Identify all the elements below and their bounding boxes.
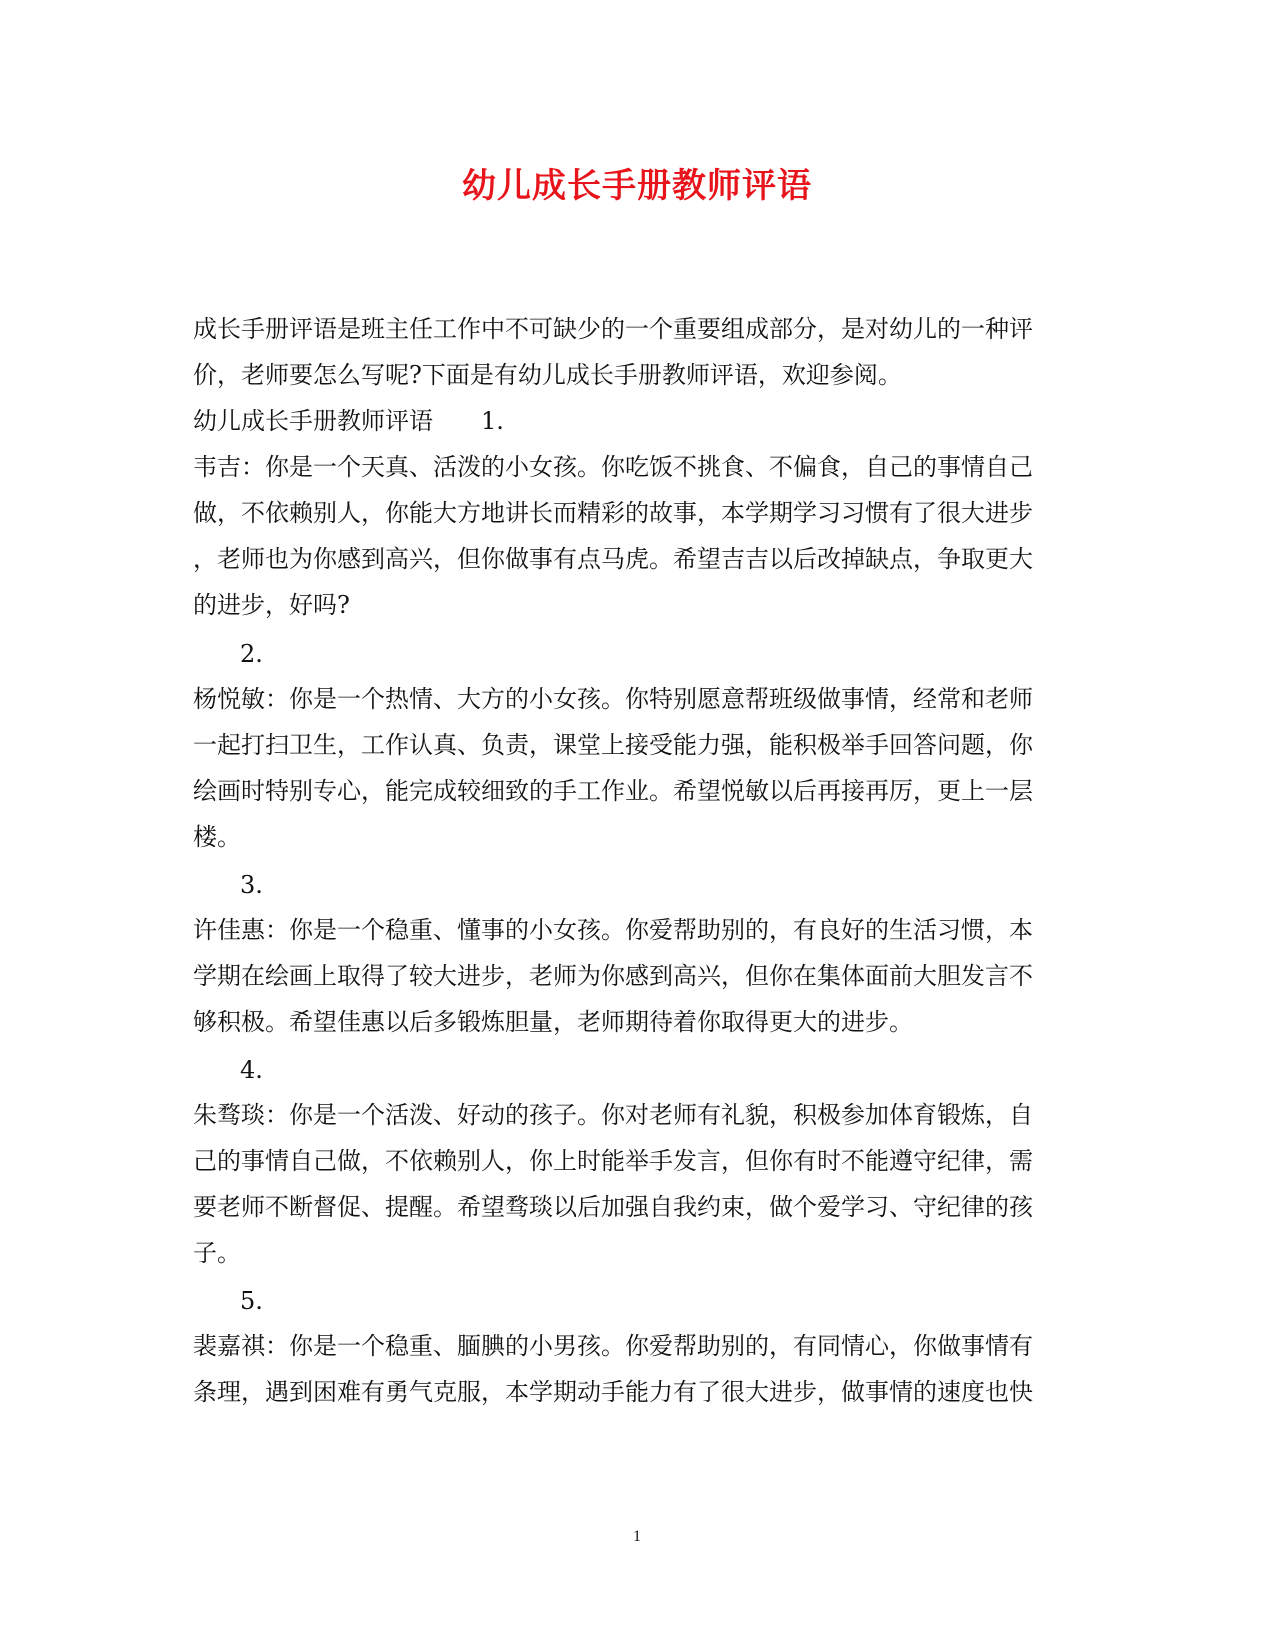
item-number: 2. [240,640,263,668]
body-line: 朱骛琰：你是一个活泼、好动的孩子。你对老师有礼貌，积极参加体育锻炼，自 [193,1101,1033,1129]
body-line: 做，不依赖别人，你能大方地讲长而精彩的故事，本学期学习习惯有了很大进步 [193,499,1033,527]
body-line: 学期在绘画上取得了较大进步，老师为你感到高兴，但你在集体面前大胆发言不 [193,962,1033,990]
body-line: 楼。 [193,823,241,851]
body-line: 韦吉：你是一个天真、活泼的小女孩。你吃饭不挑食、不偏食，自己的事情自己 [193,453,1033,481]
body-line: 的进步，好吗? [193,591,350,619]
body-line: 绘画时特别专心，能完成较细致的手工作业。希望悦敏以后再接再厉，更上一层 [193,777,1033,805]
body-line: 价，老师要怎么写呢?下面是有幼儿成长手册教师评语，欢迎参阅。 [193,361,902,389]
body-line: ，老师也为你感到高兴，但你做事有点马虎。希望吉吉以后改掉缺点，争取更大 [193,545,1033,573]
document-title: 幼儿成长手册教师评语 [462,166,812,206]
item-number: 4. [240,1056,263,1084]
body-line: 许佳惠：你是一个稳重、懂事的小女孩。你爱帮助别的，有良好的生活习惯，本 [193,916,1033,944]
body-line: 够积极。希望佳惠以后多锻炼胆量，老师期待着你取得更大的进步。 [193,1008,913,1036]
body-line: 己的事情自己做，不依赖别人，你上时能举手发言，但你有时不能遵守纪律，需 [193,1147,1033,1175]
section-heading: 幼儿成长手册教师评语 1. [193,407,504,435]
body-line: 要老师不断督促、提醒。希望骛琰以后加强自我约束，做个爱学习、守纪律的孩 [193,1193,1033,1221]
page-number: 1 [633,1528,641,1545]
item-number: 5. [240,1287,263,1315]
item-number: 3. [240,871,263,899]
body-line: 子。 [193,1239,241,1267]
body-line: 一起打扫卫生，工作认真、负责，课堂上接受能力强，能积极举手回答问题，你 [193,731,1033,759]
body-line: 杨悦敏：你是一个热情、大方的小女孩。你特别愿意帮班级做事情，经常和老师 [193,685,1033,713]
body-line: 条理，遇到困难有勇气克服，本学期动手能力有了很大进步，做事情的速度也快 [193,1378,1033,1406]
body-line: 成长手册评语是班主任工作中不可缺少的一个重要组成部分，是对幼儿的一种评 [193,315,1033,343]
body-line: 裴嘉祺：你是一个稳重、腼腆的小男孩。你爱帮助别的，有同情心，你做事情有 [193,1332,1033,1360]
